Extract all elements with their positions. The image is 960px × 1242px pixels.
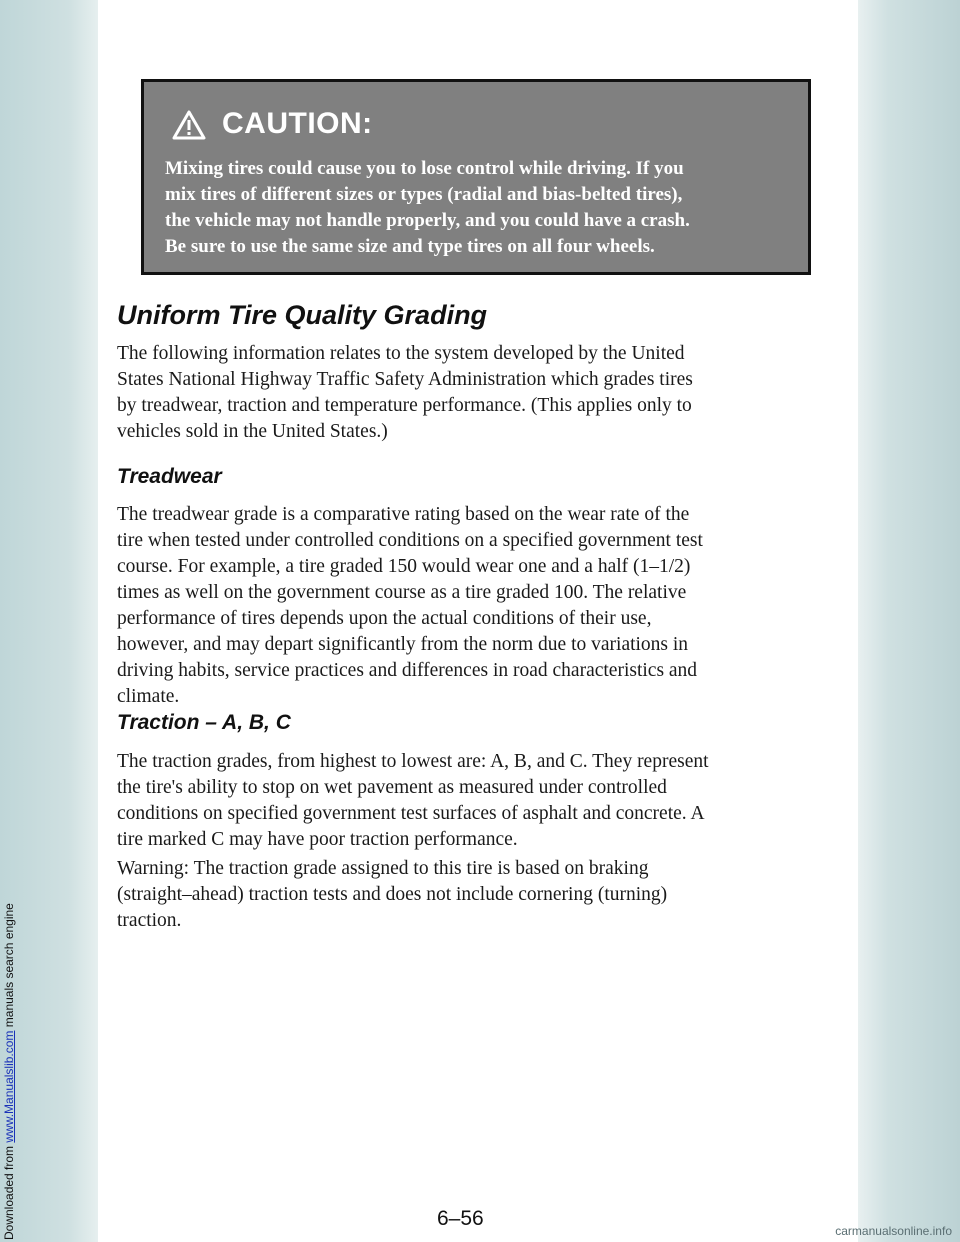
paragraph-line: driving habits, service practices and differences in road characteristics and <box>117 660 698 681</box>
paragraph-line: vehicles sold in the United States.) <box>117 421 388 442</box>
treadwear-paragraph <box>117 502 817 710</box>
manualslib-link[interactable]: www.Manualslib.com <box>2 1030 16 1143</box>
traction-heading: Traction – A, B, C <box>117 711 291 734</box>
paragraph-line: tire when tested under controlled conditions on a specified government test <box>117 530 703 551</box>
caution-box <box>141 79 811 275</box>
paragraph-line: traction. <box>117 910 182 931</box>
intro-paragraph <box>117 341 817 445</box>
paragraph-line: States National Highway Traffic Safety Administration which grades tires <box>117 369 693 390</box>
paragraph-line: The following information relates to the system developed by the United <box>117 343 685 364</box>
caution-line: Mixing tires could cause you to lose control while driving. If you <box>165 158 684 179</box>
paragraph-line: times as well on the government course as a tire graded 100. The relative <box>117 582 687 603</box>
treadwear-heading: Treadwear <box>117 465 222 488</box>
paragraph-line: Warning: The traction grade assigned to this tire is based on braking <box>117 858 649 879</box>
paragraph-line: course. For example, a tire graded 150 would wear one and a half (1–1/2) <box>117 556 691 577</box>
paragraph-line: The traction grades, from highest to lowest are: A, B, and C. They represent <box>117 751 709 772</box>
paragraph-line: by treadwear, traction and temperature performance. (This applies only to <box>117 395 692 416</box>
paragraph-line: conditions on specified government test surfaces of asphalt and concrete. A <box>117 803 705 824</box>
traction-warning-paragraph <box>117 856 817 934</box>
page-number: 6–56 <box>437 1207 484 1230</box>
page-right-margin <box>858 0 960 1242</box>
footer-watermark: carmanualsonline.info <box>835 1224 952 1238</box>
download-stamp <box>2 903 16 1240</box>
caution-message <box>165 156 795 260</box>
paragraph-line: (straight–ahead) traction tests and does not include cornering (turning) <box>117 884 668 905</box>
caution-line: the vehicle may not handle properly, and you could have a crash. <box>165 210 690 231</box>
warning-triangle-icon <box>172 109 206 141</box>
paragraph-line: performance of tires depends upon the actual conditions of their use, <box>117 608 652 629</box>
paragraph-line: the tire's ability to stop on wet pavement as measured under controlled <box>117 777 667 798</box>
paragraph-line: tire marked C may have poor traction performance. <box>117 829 518 850</box>
download-stamp-prefix: Downloaded from <box>2 1142 16 1240</box>
section-title: Uniform Tire Quality Grading <box>117 300 488 330</box>
caution-line: Be sure to use the same size and type tires on all four wheels. <box>165 236 655 257</box>
download-stamp-suffix: manuals search engine <box>2 903 16 1031</box>
traction-paragraph <box>117 749 817 853</box>
paragraph-line: however, and may depart significantly from the norm due to variations in <box>117 634 689 655</box>
paragraph-line: climate. <box>117 686 180 707</box>
caution-line: mix tires of different sizes or types (radial and bias-belted tires), <box>165 184 683 205</box>
caution-title: CAUTION: <box>222 107 373 140</box>
paragraph-line: The treadwear grade is a comparative rating based on the wear rate of the <box>117 504 690 525</box>
